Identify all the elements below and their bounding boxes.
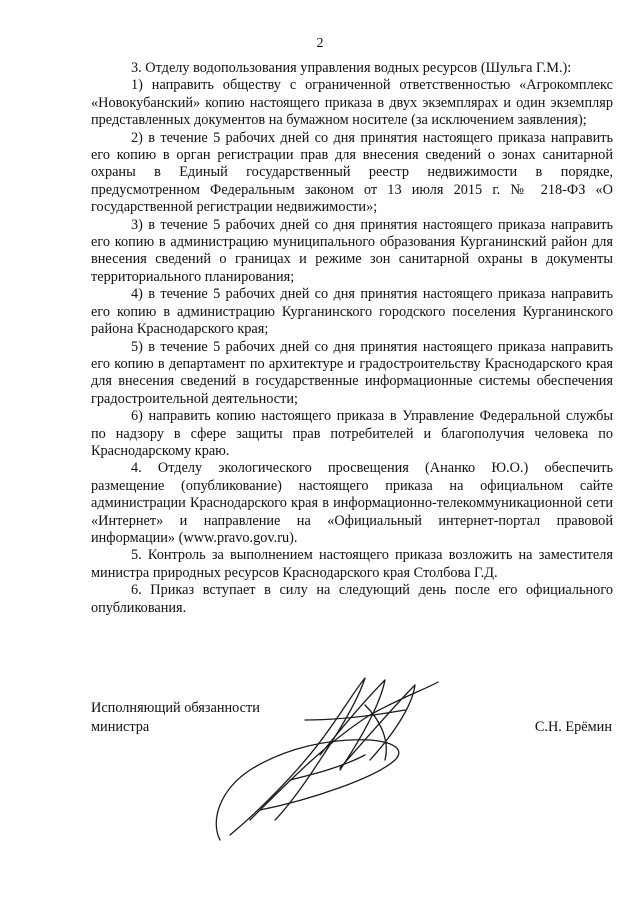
signatory-title-line2: министра <box>91 719 150 735</box>
paragraph-3-6: 6) направить копию настоящего приказа в Управление Федеральной службы по надзору в сфере защиты прав потребителей и благополучия человека по Краснодарскому краю. <box>91 408 613 459</box>
paragraph-6: 6. Приказ вступает в силу на следующий день после его официального опубликования. <box>91 582 613 616</box>
paragraph-4: 4. Отделу экологического просвещения (Ананко Ю.О.) обеспечить размещение (опубликование) настоящего приказа на официальном сайте администрации Краснодарского края в информационно-телекоммуникационной сети «Интернет» и направление на «Официальный интернет-портал правовой информации» (www.pravo.gov.ru). <box>91 460 613 546</box>
paragraph-3: 3. Отделу водопользования управления водных ресурсов (Шульга Г.М.): <box>131 60 572 76</box>
page-number: 2 <box>316 36 324 51</box>
handwritten-signature <box>190 660 440 850</box>
signatory-name: С.Н. Ерёмин <box>534 719 612 735</box>
paragraph-5: 5. Контроль за выполнением настоящего приказа возложить на заместителя министра природных ресурсов Краснодарского края Столбова Г.Д. <box>91 547 613 581</box>
paragraph-3-5: 5) в течение 5 рабочих дней со дня принятия настоящего приказа направить его копию в департамент по архитектуре и градостроительству Краснодарского края для внесения сведений в государственные информационные системы обеспечения градостроительной деятельности; <box>91 338 613 407</box>
signatory-title-line1: Исполняющий обязанности <box>91 700 260 716</box>
order-body <box>91 60 613 617</box>
paragraph-3-3: 3) в течение 5 рабочих дней со дня принятия настоящего приказа направить его копию в администрацию муниципального образования Курганинский район для внесения сведений о границах и режиме зон санитарной охраны в документы территориального планирования; <box>91 216 613 285</box>
paragraph-3-2: 2) в течение 5 рабочих дней со дня принятия настоящего приказа направить его копию в орган регистрации прав для внесения сведений о зонах санитарной охраны в Единый государственный реестр недвижимости в порядке, предусмотренном Федеральным законом от 13 июля 2015 г. № 218-ФЗ «О государственной регистрации недвижимости»; <box>91 129 613 216</box>
paragraph-3-1: 1) направить обществу с ограниченной ответственностью «Агрокомплекс «Новокубанский» копию настоящего приказа в двух экземплярах и один экземпляр представленных документов на бумажном носителе (за исключением заявления); <box>91 77 613 129</box>
paragraph-3-4: 4) в течение 5 рабочих дней со дня принятия настоящего приказа направить его копию в администрацию Курганинского городского поселения Курганинского района Краснодарского края; <box>91 286 613 338</box>
